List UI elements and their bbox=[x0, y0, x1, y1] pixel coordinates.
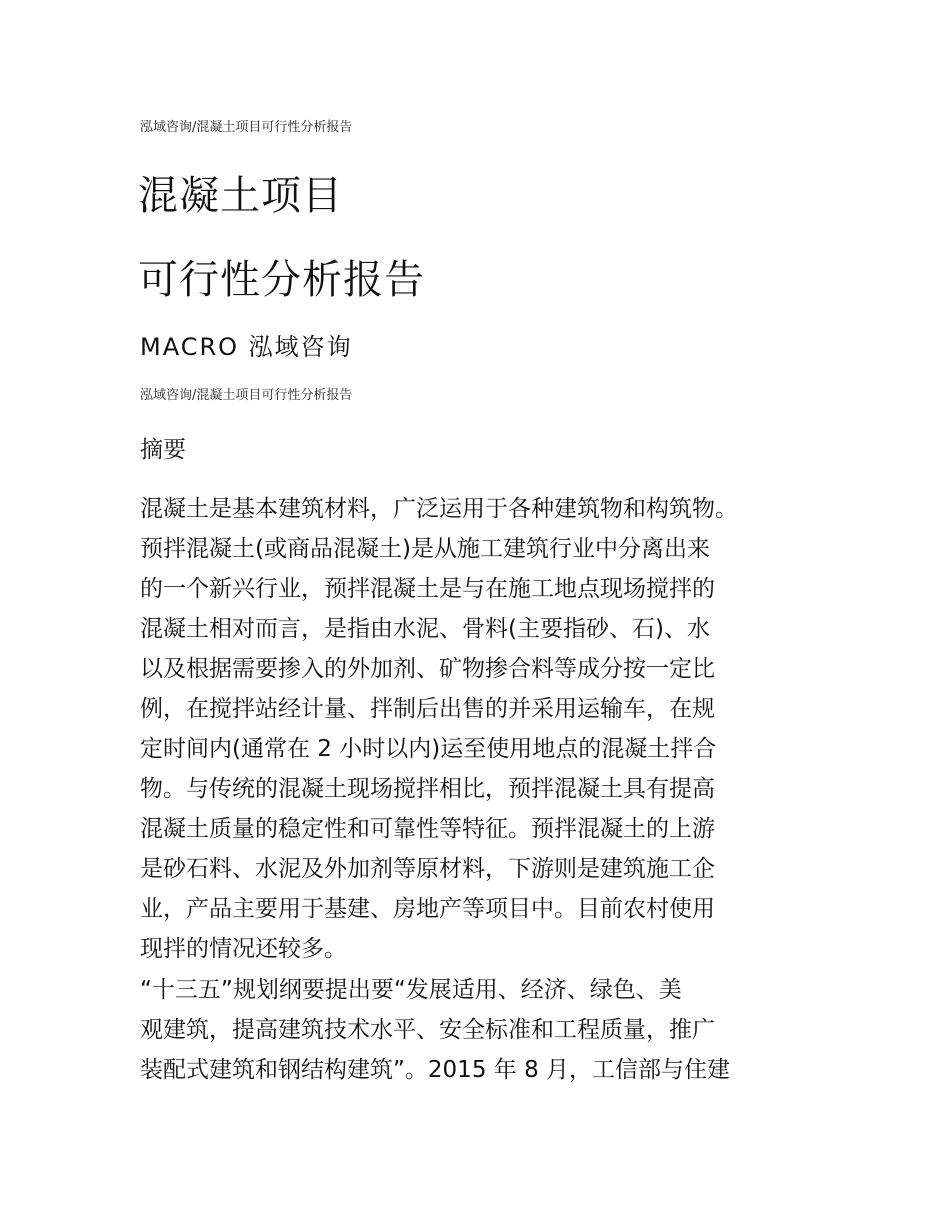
text-line: 的一个新兴行业，预拌混凝土是与在施工地点现场搅拌的 bbox=[140, 576, 715, 602]
abstract-paragraph-2 bbox=[140, 970, 820, 1090]
report-title-line-1: 混凝土项目 bbox=[138, 173, 343, 219]
text-line: 混凝土相对而言，是指由水泥、骨料(主要指砂、石)、水 bbox=[140, 616, 710, 642]
abstract-heading: 摘要 bbox=[140, 437, 186, 463]
text-line: 装配式建筑和钢结构建筑”。2015 年 8 月，工信部与住建 bbox=[140, 1057, 731, 1083]
text-line: 现拌的情况还较多。 bbox=[140, 936, 347, 962]
text-line: 混凝土是基本建筑材料，广泛运用于各种建筑物和构筑物。 bbox=[140, 496, 738, 522]
text-line: 预拌混凝土(或商品混凝土)是从施工建筑行业中分离出来 bbox=[140, 536, 710, 562]
text-line: 混凝土质量的稳定性和可靠性等特征。预拌混凝土的上游 bbox=[140, 816, 715, 842]
abstract-paragraph-1 bbox=[140, 489, 820, 969]
text-line: 定时间内(通常在 2 小时以内)运至使用地点的混凝土拌合 bbox=[140, 736, 717, 762]
text-line: 业，产品主要用于基建、房地产等项目中。目前农村使用 bbox=[140, 896, 715, 922]
text-line: 是砂石料、水泥及外加剂等原材料，下游则是建筑施工企 bbox=[140, 856, 715, 882]
report-title-line-2: 可行性分析报告 bbox=[138, 257, 425, 303]
text-line: 以及根据需要掺入的外加剂、矿物掺合料等成分按一定比 bbox=[140, 656, 715, 682]
running-header: 泓域咨询/混凝土项目可行性分析报告 bbox=[140, 120, 353, 135]
text-line: “十三五”规划纲要提出要“发展适用、经济、绿色、美 bbox=[140, 977, 682, 1003]
company-name: MACRO 泓域咨询 bbox=[140, 333, 353, 361]
section-running-header: 泓域咨询/混凝土项目可行性分析报告 bbox=[140, 388, 353, 403]
text-line: 物。与传统的混凝土现场搅拌相比，预拌混凝土具有提高 bbox=[140, 776, 715, 802]
text-line: 例，在搅拌站经计量、拌制后出售的并采用运输车，在规 bbox=[140, 696, 715, 722]
text-line: 观建筑，提高建筑技术水平、安全标准和工程质量，推广 bbox=[140, 1017, 715, 1043]
